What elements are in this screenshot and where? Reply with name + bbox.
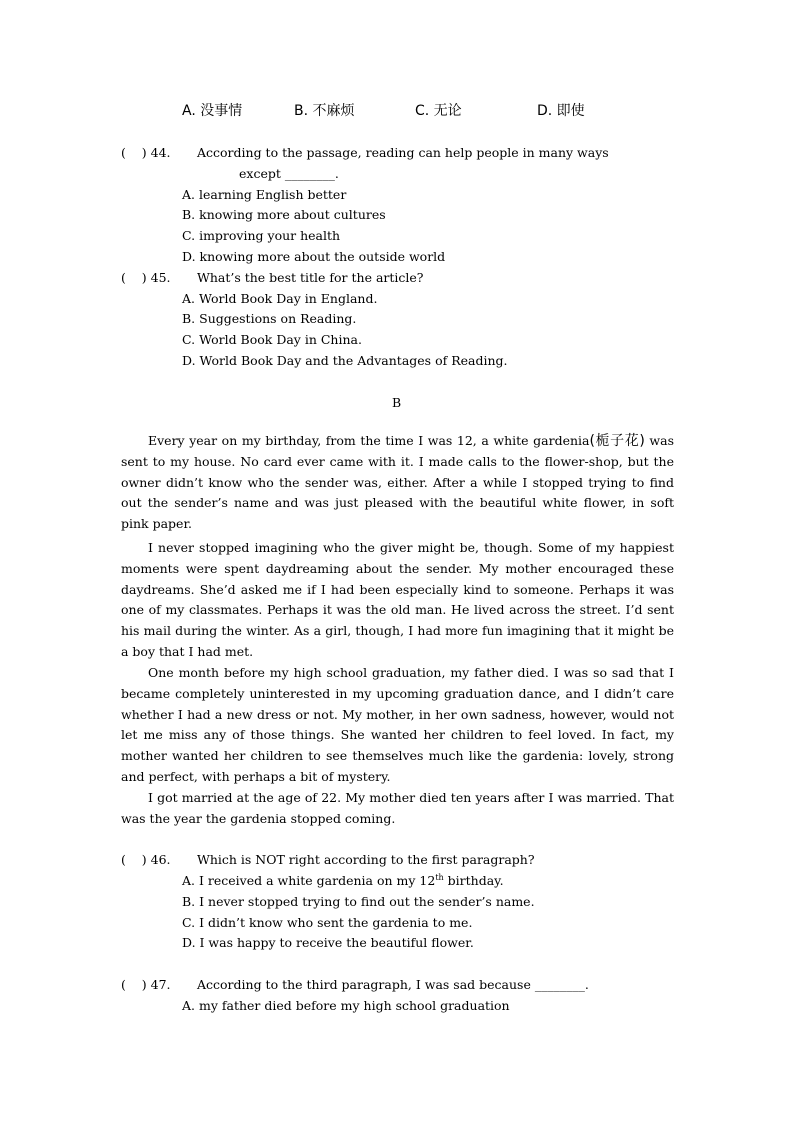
q46-question: Which is NOT right according to the first paragraph? xyxy=(197,852,535,867)
q45-option-c: C. World Book Day in China. xyxy=(182,332,362,347)
passage-paragraph-4: I got married at the age of 22. My mother died ten years after I was married. That was the year the gardenia stopped coming. xyxy=(121,790,674,826)
q47-question: According to the third paragraph, I was sad because ________. xyxy=(197,977,589,992)
q44-option-a: A. learning English better xyxy=(182,187,347,202)
q45-prefix: ( ) 45. xyxy=(121,270,171,285)
p1-chinese-gloss: (栀子花) xyxy=(589,433,645,449)
q46-option-a-sup: th xyxy=(435,872,444,882)
q43-option-c: C. 无论 xyxy=(415,103,462,119)
q45-question: What’s the best title for the article? xyxy=(197,270,424,285)
q47-option-a: A. my father died before my high school graduation xyxy=(182,998,510,1013)
q47-prefix: ( ) 47. xyxy=(121,977,171,992)
q45-option-b: B. Suggestions on Reading. xyxy=(182,311,357,326)
q44-question-cont: except ________. xyxy=(239,166,339,181)
q43-option-b: B. 不麻烦 xyxy=(294,103,355,119)
q46-option-a-tail: birthday. xyxy=(443,873,504,888)
q44-option-c: C. improving your health xyxy=(182,228,341,243)
q44-option-b: B. knowing more about cultures xyxy=(182,207,386,222)
passage-paragraph-2: I never stopped imagining who the giver might be, though. Some of my happiest moments were spent daydreaming about the sender. My mother encouraged these daydreams. She’d asked me if I had been especially kind to someone. Perhaps it was one of my classmates. Perhaps it was the old man. He lived across the street. I’d sent his mail during the winter. As a girl, though, I had more fun imagining that it might be a boy that I had met. xyxy=(121,540,674,659)
passage-paragraph-1 xyxy=(121,431,674,535)
q46-prefix: ( ) 46. xyxy=(121,852,171,867)
q46-option-d: D. I was happy to receive the beautiful flower. xyxy=(182,935,474,950)
section-title: B xyxy=(392,395,402,410)
q45-option-d: D. World Book Day and the Advantages of Reading. xyxy=(182,353,508,368)
passage-paragraph-3: One month before my high school graduation, my father died. I was so sad that I became completely uninterested in my upcoming graduation dance, and I didn’t care whether I had a new dress or not. My mother, in her own sadness, however, would not let me miss any of those things. She wanted her children to feel loved. In fact, my mother wanted her children to see themselves much like the gardenia: lovely, strong and perfect, with perhaps a bit of mystery. xyxy=(121,665,674,784)
q45-option-a: A. World Book Day in England. xyxy=(182,291,378,306)
q46-option-a xyxy=(182,873,504,889)
p1-text-a: Every year on my birthday, from the time I was 12, a white gardenia xyxy=(148,433,590,448)
q44-question: According to the passage, reading can help people in many ways xyxy=(197,145,609,160)
q43-option-d: D. 即使 xyxy=(537,103,585,119)
q46-option-c: C. I didn’t know who sent the gardenia to me. xyxy=(182,915,473,930)
q44-option-d: D. knowing more about the outside world xyxy=(182,249,446,264)
q43-option-a: A. 没事情 xyxy=(182,103,243,119)
p1-text-b: was sent to my house. No card ever came with it. I made calls to the flower-shop, but the owner didn’t know who the sender was, either. After a while I stopped trying to find out the sender’s name and was just pleased with the beautiful white flower, in soft pink paper. xyxy=(121,433,674,532)
q46-option-a-text: A. I received a white gardenia on my 12 xyxy=(182,873,436,888)
q46-option-b: B. I never stopped trying to find out the sender’s name. xyxy=(182,894,535,909)
q44-prefix: ( ) 44. xyxy=(121,145,171,160)
